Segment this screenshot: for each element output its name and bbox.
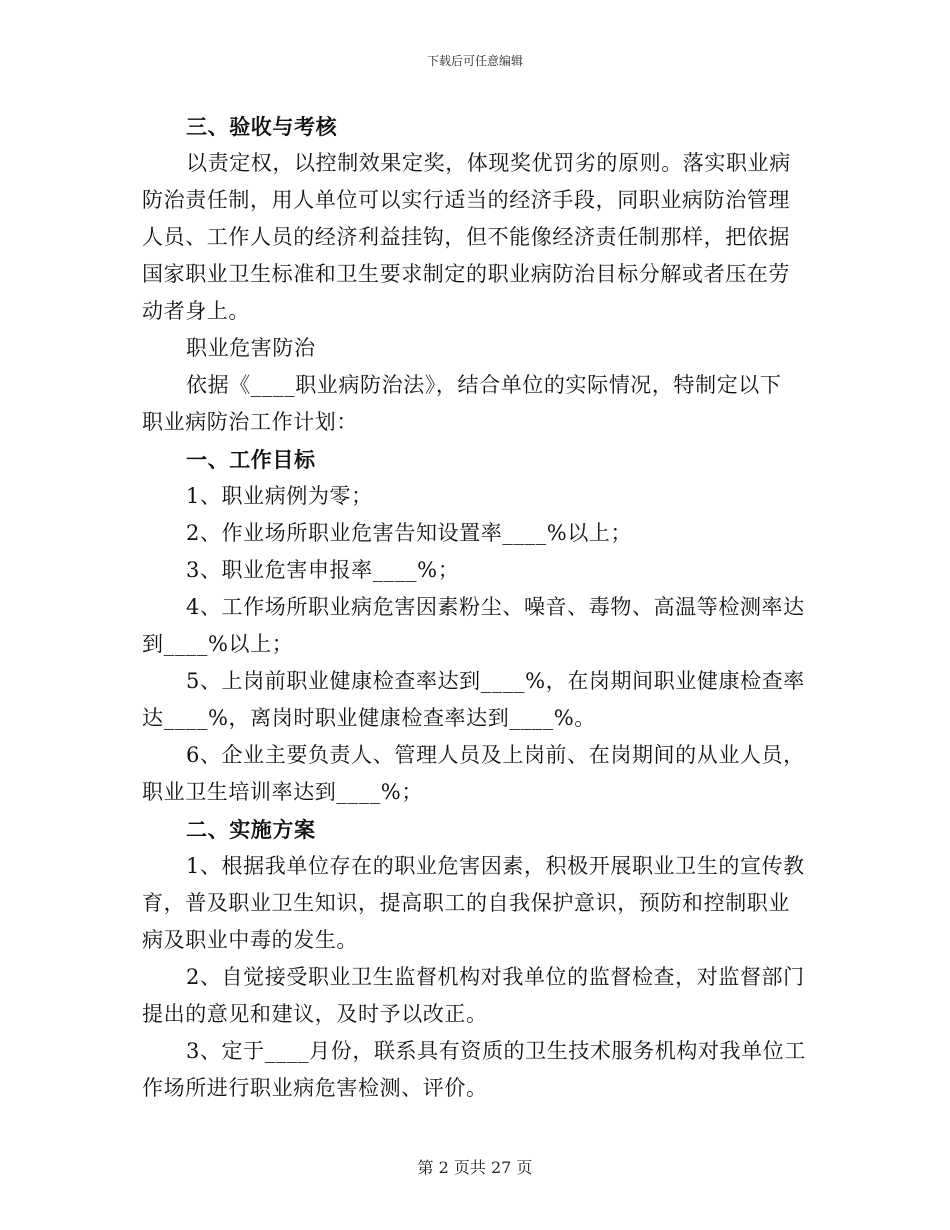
paragraph-line: 达____%，离岗时职业健康检查率达到____%。 (142, 706, 596, 730)
paragraph-line: 3、定于____月份，联系具有资质的卫生技术服务机构对我单位工 (186, 1039, 806, 1063)
paragraph-line: 职业危害防治 (186, 336, 316, 360)
paragraph-line: 依据《____职业病防治法》，结合单位的实际情况，特制定以下 (186, 373, 782, 397)
paragraph-line: 到____%以上； (142, 632, 294, 656)
paragraph-line: 以责定权，以控制效果定奖，体现奖优罚劣的原则。落实职业病 (186, 151, 791, 175)
paragraph-line: 3、职业危害申报率____%； (186, 558, 460, 582)
paragraph-line: 人员、工作人员的经济利益挂钩，但不能像经济责任制那样，把依据 (142, 225, 790, 249)
page-number: 第 2 页共 27 页 (417, 1158, 533, 1177)
paragraph-line: 作场所进行职业病危害检测、评价。 (142, 1076, 488, 1100)
paragraph-line: 5、上岗前职业健康检查率达到____%，在岗期间职业健康检查率 (186, 669, 805, 693)
paragraph-line: 提出的意见和建议，及时予以改正。 (142, 1002, 488, 1026)
document-body (142, 108, 808, 1107)
section-heading: 三、验收与考核 (186, 114, 338, 139)
paragraph-line: 1、根据我单位存在的职业危害因素，积极开展职业卫生的宣传教 (186, 854, 805, 878)
paragraph-line: 职业病防治工作计划： (142, 410, 358, 434)
paragraph-line: 国家职业卫生标准和卫生要求制定的职业病防治目标分解或者压在劳 (142, 262, 790, 286)
paragraph-line: 育，普及职业卫生知识，提高职工的自我保护意识，预防和控制职业 (142, 891, 790, 915)
paragraph-line: 4、工作场所职业病危害因素粉尘、噪音、毒物、高温等检测率达 (186, 595, 805, 619)
page-header-note: 下载后可任意编辑 (426, 54, 523, 68)
paragraph-line: 1、职业病例为零； (186, 484, 373, 508)
paragraph-line: 动者身上。 (142, 299, 250, 323)
paragraph-line: 病及职业中毒的发生。 (142, 928, 358, 952)
paragraph-line: 职业卫生培训率达到____%； (142, 780, 423, 804)
section-heading: 一、工作目标 (186, 447, 316, 472)
paragraph-line: 2、自觉接受职业卫生监督机构对我单位的监督检查，对监督部门 (186, 965, 805, 989)
paragraph-line: 2、作业场所职业危害告知设置率____%以上； (186, 521, 633, 545)
paragraph-line: 6、企业主要负责人、管理人员及上岗前、在岗期间的从业人员， (186, 743, 805, 767)
section-heading: 二、实施方案 (186, 817, 316, 842)
paragraph-line: 防治责任制，用人单位可以实行适当的经济手段，同职业病防治管理 (142, 188, 790, 212)
